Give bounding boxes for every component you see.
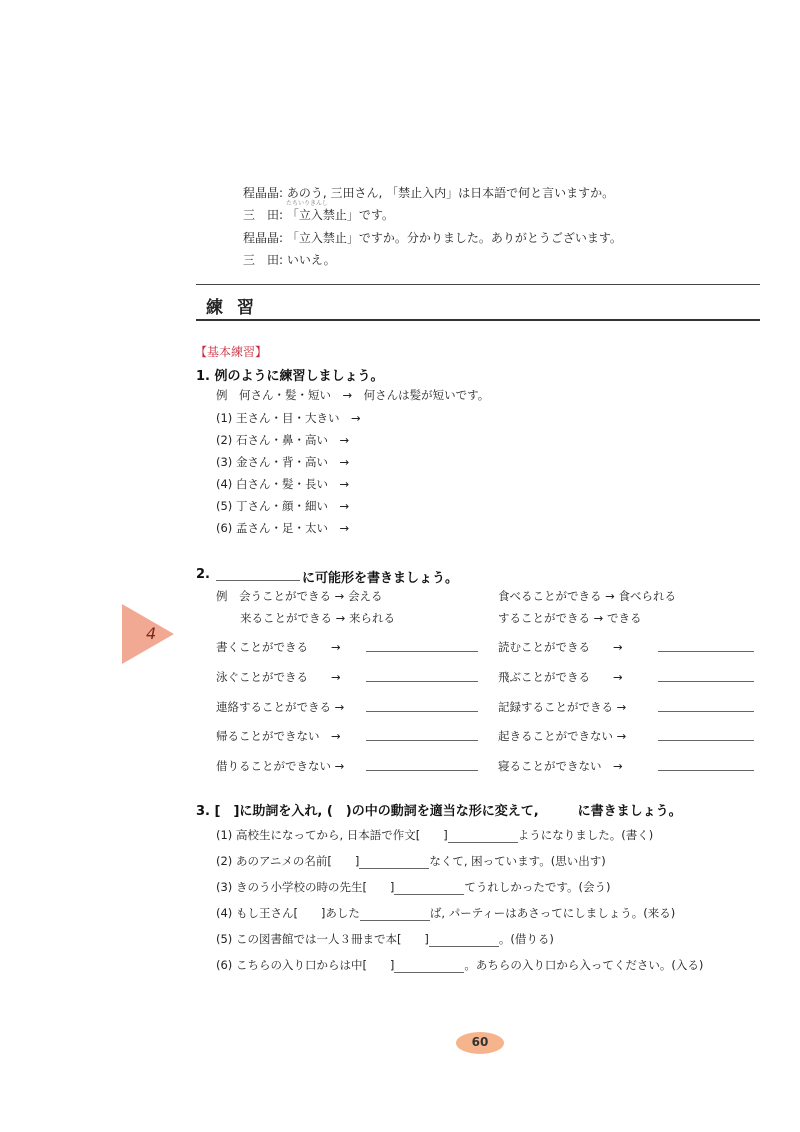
page-number: 60 bbox=[471, 1035, 489, 1049]
exercise-3-item-pre: (2) あのアニメの名前[ ] bbox=[216, 854, 360, 868]
exercise-3-item-post: ば, パーティーはあさってにしましょう。(来る) bbox=[429, 906, 676, 920]
answer-blank[interactable] bbox=[360, 908, 430, 921]
answer-blank[interactable] bbox=[366, 711, 478, 712]
dialog-line-1: 程晶晶: あのう, 三田さん, 「禁止入内」は日本語で何と言いますか。 bbox=[243, 186, 615, 200]
exercise-3-item-pre: (6) こちらの入り口からは中[ ] bbox=[216, 958, 395, 972]
exercise-3-item-post: 。(借りる) bbox=[498, 932, 554, 946]
answer-blank[interactable] bbox=[366, 681, 478, 682]
exercise-2-item: 飛ぶことができる → bbox=[498, 670, 623, 684]
exercise-3-item bbox=[216, 827, 653, 843]
exercise-1-item: (5) 丁さん・顔・細い → bbox=[216, 499, 350, 513]
dialog-line-2: 三 田: 「立入禁止」です。 bbox=[243, 208, 394, 222]
exercise-2-example: 例 会うことができる → 会える bbox=[216, 589, 383, 603]
exercise-1-item: (2) 石さん・鼻・高い → bbox=[216, 433, 350, 447]
exercise-2-example: することができる → できる bbox=[498, 611, 642, 625]
answer-blank[interactable] bbox=[658, 740, 754, 741]
exercise-2-item: 起きることができない → bbox=[498, 729, 627, 743]
exercise-2-number: 2. bbox=[196, 567, 210, 582]
exercise-3-heading: 3. [ ]に助詞を入れ, ( )の中の動詞を適当な形に変えて, に書きましょう。 bbox=[196, 804, 682, 819]
exercise-2-item: 寝ることができない → bbox=[498, 759, 623, 773]
exercise-3-item-post: ようになりました。(書く) bbox=[517, 828, 654, 842]
chapter-tab-mark: 4 bbox=[146, 624, 157, 643]
exercise-3-item-post: 。あちらの入り口から入ってください。(入る) bbox=[464, 958, 704, 972]
exercise-2-item: 書くことができる → bbox=[216, 640, 341, 654]
exercise-2-item: 読むことができる → bbox=[498, 640, 623, 654]
exercise-1-item: (1) 王さん・目・大きい → bbox=[216, 411, 361, 425]
answer-blank[interactable] bbox=[429, 934, 499, 947]
exercise-3-item bbox=[216, 879, 610, 895]
exercise-2-item: 泳ぐことができる → bbox=[216, 670, 341, 684]
exercise-2-example: 来ることができる → 来られる bbox=[240, 611, 395, 625]
exercise-2-item: 帰ることができない → bbox=[216, 729, 341, 743]
basic-practice-label: 【基本練習】 bbox=[195, 345, 268, 359]
exercise-2-heading-blank bbox=[216, 580, 300, 581]
answer-blank[interactable] bbox=[366, 651, 478, 652]
section-rule-bottom bbox=[196, 319, 760, 321]
exercise-1-item: (3) 金さん・背・高い → bbox=[216, 455, 350, 469]
exercise-2-item: 記録することができる → bbox=[498, 700, 627, 714]
ruby-annotation: たちいりきんし bbox=[286, 200, 329, 207]
exercise-1-heading: 1. 例のように練習しましょう。 bbox=[196, 369, 384, 384]
answer-blank[interactable] bbox=[366, 770, 478, 771]
answer-blank[interactable] bbox=[394, 960, 464, 973]
exercise-2-example: 食べることができる → 食べられる bbox=[498, 589, 676, 603]
answer-blank[interactable] bbox=[658, 711, 754, 712]
exercise-3-item-pre: (5) この図書館では一人３冊まで本[ ] bbox=[216, 932, 429, 946]
exercise-2-heading: に可能形を書きましょう。 bbox=[302, 571, 459, 586]
exercise-3-item bbox=[216, 957, 703, 973]
exercise-3-item-post: なくて, 困っています。(思い出す) bbox=[429, 854, 606, 868]
answer-blank[interactable] bbox=[658, 681, 754, 682]
exercise-3-item bbox=[216, 931, 554, 947]
answer-blank[interactable] bbox=[359, 856, 429, 869]
dialog-line-4: 三 田: いいえ。 bbox=[243, 253, 336, 267]
exercise-3-item-post: てうれしかったです。(会う) bbox=[464, 880, 611, 894]
dialog-line-3: 程晶晶: 「立入禁止」ですか。分かりました。ありがとうございます。 bbox=[243, 231, 622, 245]
exercise-2-item: 借りることができない → bbox=[216, 759, 345, 773]
exercise-1-example: 例 何さん・髪・短い → 何さんは髪が短いです。 bbox=[216, 388, 490, 402]
exercise-3-item bbox=[216, 853, 606, 869]
answer-blank[interactable] bbox=[448, 830, 518, 843]
answer-blank[interactable] bbox=[658, 651, 754, 652]
exercise-3-item-pre: (4) もし王さん[ ]あした bbox=[216, 906, 360, 920]
answer-blank[interactable] bbox=[366, 740, 478, 741]
exercise-1-item: (4) 白さん・髪・長い → bbox=[216, 477, 350, 491]
exercise-2-item: 連絡することができる → bbox=[216, 700, 345, 714]
section-title: 練習 bbox=[206, 298, 268, 318]
exercise-3-item-pre: (3) きのう小学校の時の先生[ ] bbox=[216, 880, 395, 894]
answer-blank[interactable] bbox=[658, 770, 754, 771]
exercise-1-item: (6) 孟さん・足・太い → bbox=[216, 521, 350, 535]
exercise-3-item bbox=[216, 905, 675, 921]
answer-blank[interactable] bbox=[394, 882, 464, 895]
section-rule-top bbox=[196, 284, 760, 285]
exercise-3-item-pre: (1) 高校生になってから, 日本語で作文[ ] bbox=[216, 828, 448, 842]
